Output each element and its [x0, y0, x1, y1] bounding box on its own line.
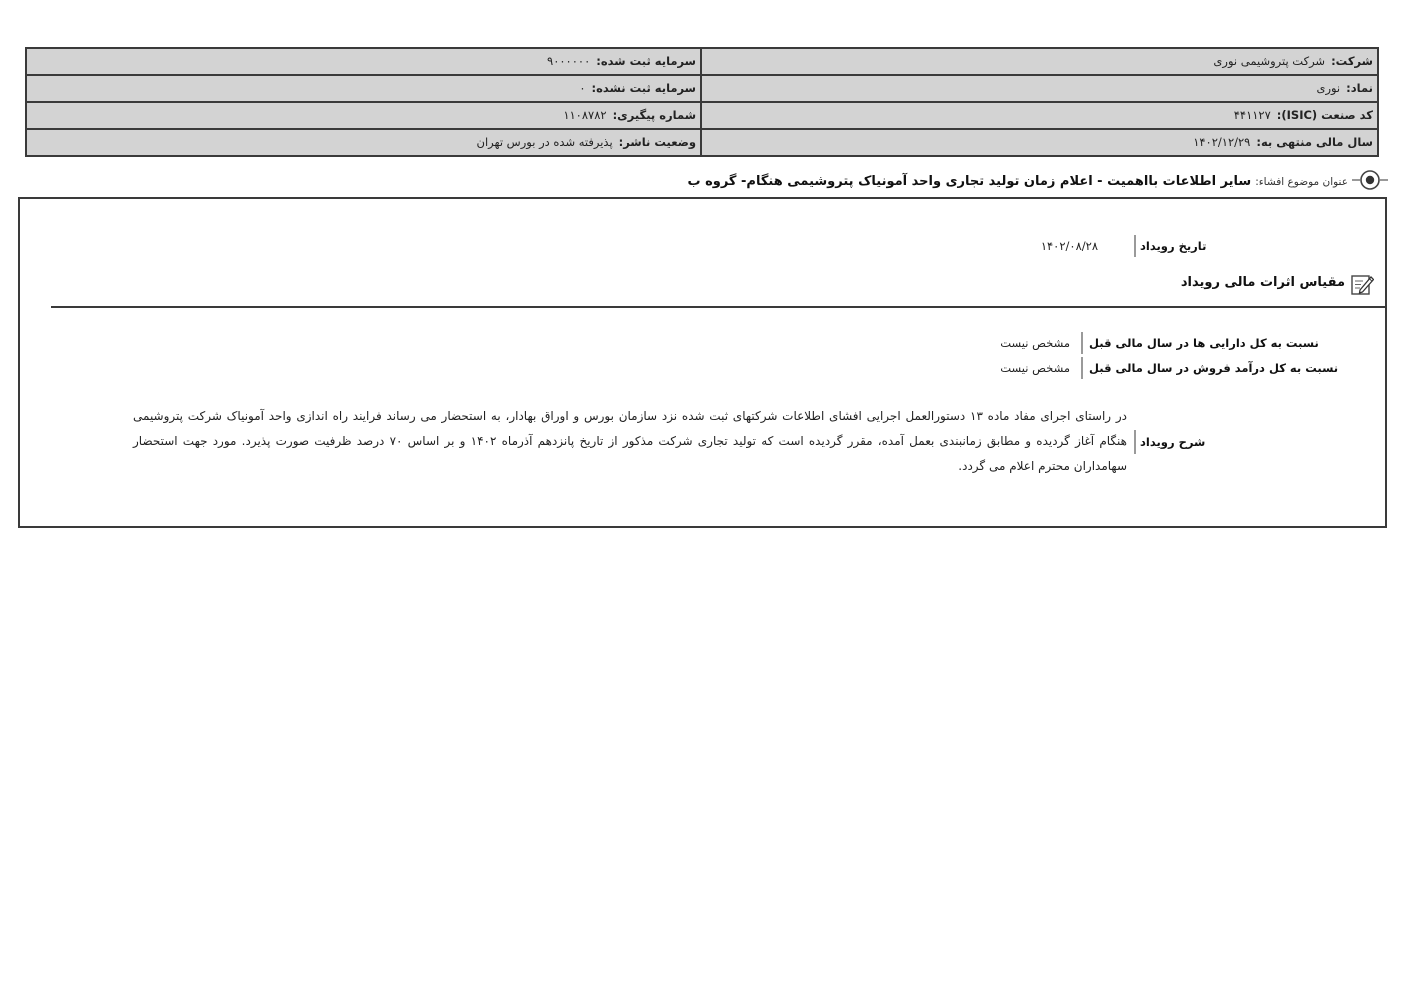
assets-ratio-label: نسبت به کل دارایی ها در سال مالی قبل — [1089, 336, 1319, 350]
registered-capital-label: سرمایه ثبت شده: — [596, 54, 696, 68]
event-date-value: ۱۴۰۲/۰۸/۲۸ — [1040, 239, 1098, 253]
company-value: شرکت پتروشیمی نوری — [1213, 54, 1326, 68]
event-date-label: تاریخ رویداد — [1140, 239, 1207, 253]
disclosure-subject — [688, 169, 1349, 193]
fiscal-year-label: سال مالی منتهی به: — [1256, 135, 1373, 149]
financial-impact-heading: مقیاس اثرات مالی رویداد — [1180, 275, 1345, 290]
revenue-ratio-label: نسبت به کل درآمد فروش در سال مالی قبل — [1089, 361, 1339, 375]
symbol-value: نوری — [1316, 81, 1341, 95]
company-info-table — [25, 47, 1379, 157]
assets-ratio-separator — [1081, 332, 1083, 354]
unregistered-capital-value: ۰ — [579, 81, 586, 95]
info-row-isic — [27, 103, 1377, 130]
event-details-box — [18, 197, 1387, 528]
company-cell — [700, 49, 1377, 74]
target-icon — [1352, 168, 1388, 192]
edit-note-icon — [1350, 272, 1374, 296]
unregistered-capital-cell — [27, 76, 700, 101]
publisher-status-label: وضعیت ناشر: — [618, 135, 696, 149]
event-description-text: در راستای اجرای مفاد ماده ۱۳ دستورالعمل اجرایی افشای اطلاعات شرکتهای ثبت شده نزد سازمان بورس و اوراق بهادار، به استحضار می رساند فرایند راه اندازی واحد آمونیاک شرکت پتروشیمی هنگام آغاز گردیده و مطابق زمانبندی بعمل آمده، مقرر گردیده است که تولید تجاری شرکت مذکور از تاریخ پانزدهم آذرماه ۱۴۰۲ و بر اساس ۷۰ درصد ظرفیت صورت پذیرد. مورد جهت استحضار سهامداران محترم اعلام می گردد. — [133, 409, 1127, 473]
subject-label: عنوان موضوع افشاء: — [1255, 176, 1348, 188]
fiscal-year-value: ۱۴۰۲/۱۲/۲۹ — [1193, 135, 1251, 149]
company-label: شرکت: — [1331, 54, 1373, 68]
subject-title: سایر اطلاعات بااهمیت - اعلام زمان تولید تجاری واحد آمونیاک پتروشیمی هنگام- گروه ب — [687, 174, 1252, 189]
symbol-cell — [700, 76, 1377, 101]
fiscal-year-cell — [700, 130, 1377, 155]
tracking-number-cell — [27, 103, 700, 128]
info-row-company — [27, 49, 1377, 76]
info-row-symbol — [27, 76, 1377, 103]
event-description-label: شرح رویداد — [1140, 435, 1206, 449]
revenue-ratio-separator — [1081, 357, 1083, 379]
isic-value: ۴۴۱۱۲۷ — [1233, 108, 1271, 122]
registered-capital-value: ۹۰۰۰۰۰۰ — [547, 54, 591, 68]
tracking-number-label: شماره پیگیری: — [612, 108, 696, 122]
registered-capital-cell — [27, 49, 700, 74]
revenue-ratio-value: مشخص نیست — [1000, 361, 1070, 375]
isic-cell — [700, 103, 1377, 128]
tracking-number-value: ۱۱۰۸۷۸۲ — [563, 108, 607, 122]
event-date-separator — [1134, 235, 1136, 257]
section-divider — [51, 306, 1385, 308]
symbol-label: نماد: — [1346, 81, 1373, 95]
info-row-fiscal-year — [27, 130, 1377, 155]
publisher-status-value: پذیرفته شده در بورس تهران — [476, 135, 613, 149]
isic-label: کد صنعت (ISIC): — [1276, 108, 1373, 122]
publisher-status-cell — [27, 130, 700, 155]
event-description-separator — [1134, 430, 1136, 454]
unregistered-capital-label: سرمایه ثبت نشده: — [591, 81, 696, 95]
assets-ratio-value: مشخص نیست — [1000, 336, 1070, 350]
